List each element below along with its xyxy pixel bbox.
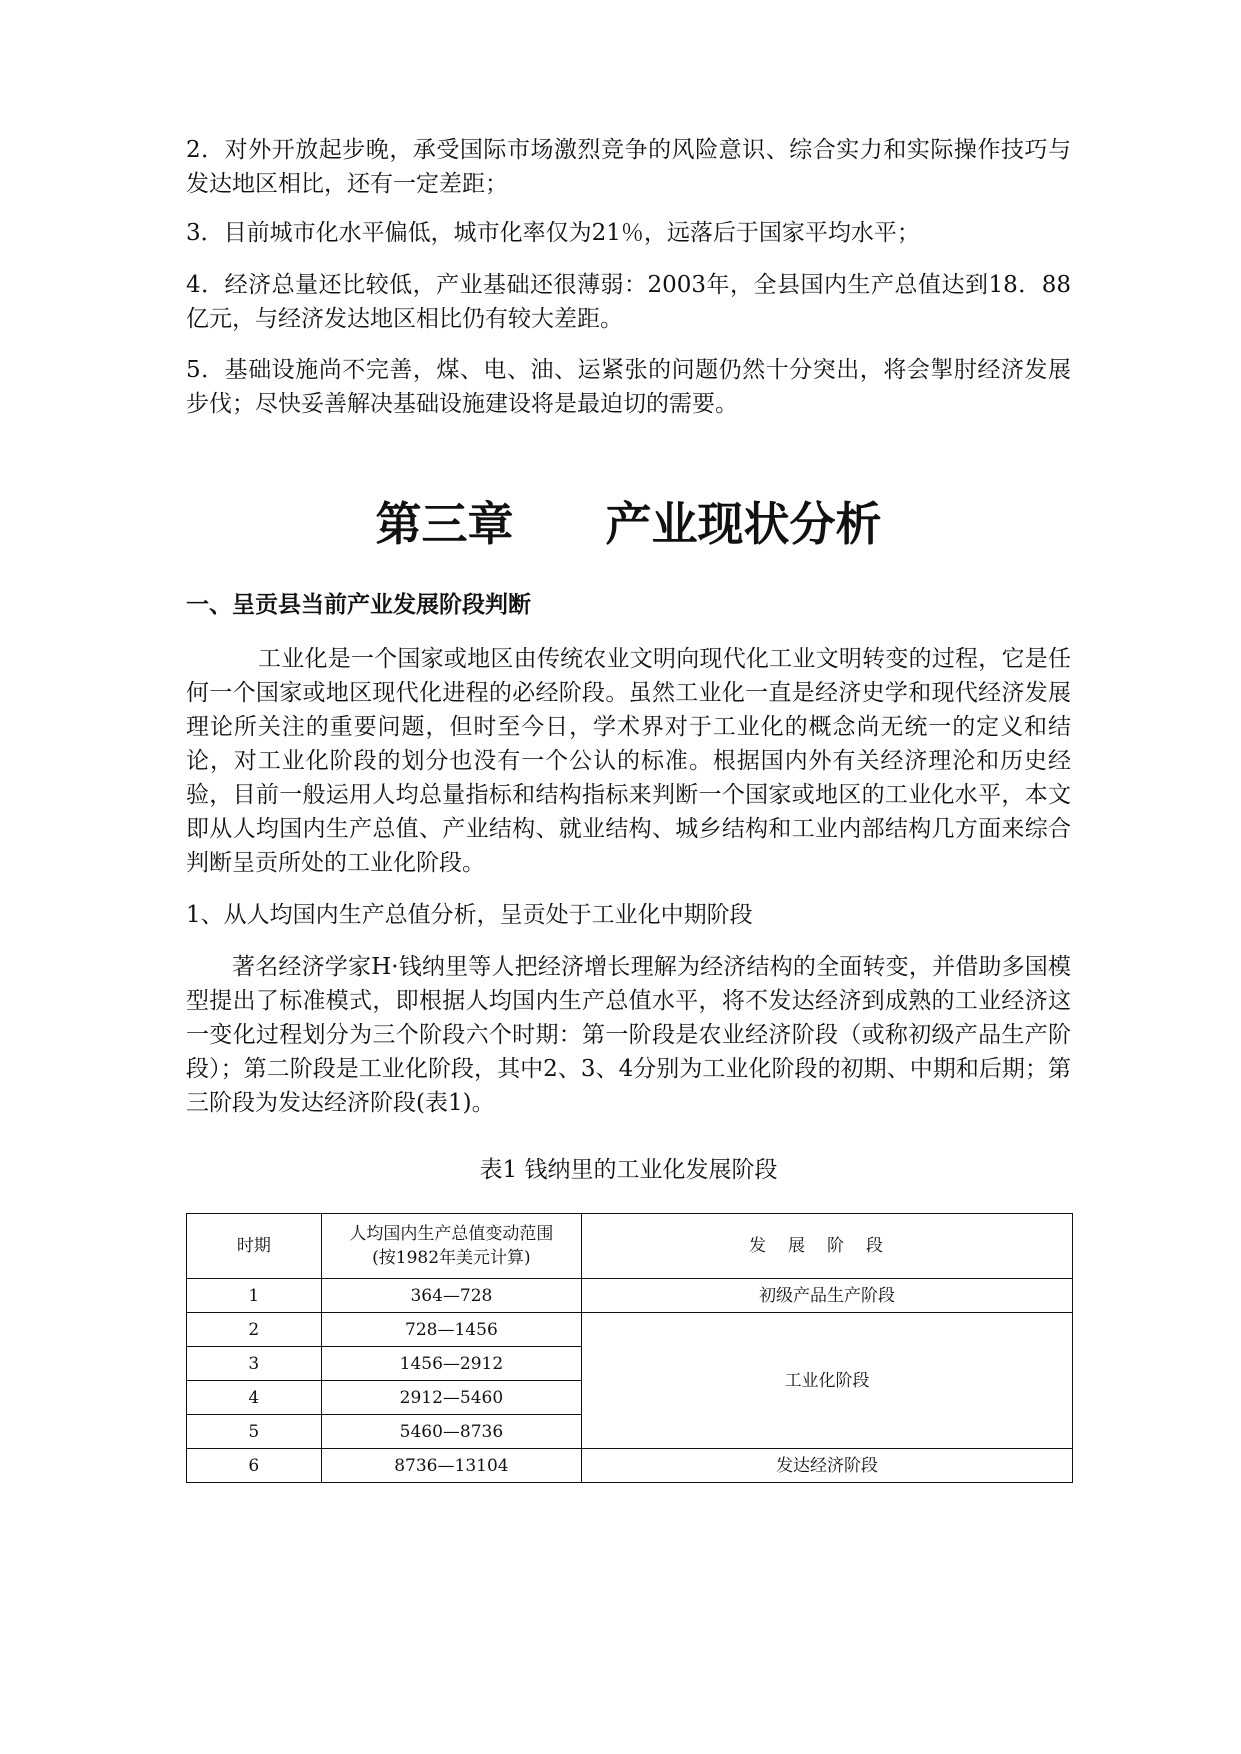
chapter-title: 第三章 产业现状分析 [375,497,882,551]
cell-range: 728—1456 [321,1313,581,1347]
subheading-gdp: 1、从人均国内生产总值分析，呈贡处于工业化中期阶段 [186,902,753,928]
header-stage: 发展阶段 [582,1214,1073,1279]
chenery-stage-table [186,1213,1073,1483]
header-period: 时期 [187,1214,322,1279]
cell-period: 3 [187,1347,322,1381]
cell-stage-merged: 工业化阶段 [582,1313,1073,1449]
section-heading: 一、呈贡县当前产业发展阶段判断 [186,592,531,618]
table-header-row [187,1214,1073,1279]
cell-period: 1 [187,1279,322,1313]
list-item-2: 2．对外开放起步晚，承受国际市场激烈竞争的风险意识、综合实力和实际操作技巧与发达地区相比，还有一定差距； [186,137,1071,197]
list-item-3: 3．目前城市化水平偏低，城市化率仅为21％，远落后于国家平均水平； [186,220,920,246]
paragraph-intro: 工业化是一个国家或地区由传统农业文明向现代化工业文明转变的过程，它是任何一个国家或地区现代化进程的必经阶段。虽然工业化一直是经济史学和现代经济发展理论所关注的重要问题，但时至今日，学术界对于工业化的概念尚无统一的定义和结论，对工业化阶段的划分也没有一个公认的标准。根据国内外有关经济理沦和历史经验，目前一般运用人均总量指标和结构指标来判断一个国家或地区的工业化水平，本文即从人均国内生产总值、产业结构、就业结构、城乡结构和工业内部结构几方面来综合判断呈贡所处的工业化阶段。 [186,646,1071,876]
table-row [187,1279,1073,1313]
cell-period: 6 [187,1449,322,1483]
cell-range: 1456—2912 [321,1347,581,1381]
list-item-5: 5．基础设施尚不完善，煤、电、油、运紧张的问题仍然十分突出，将会掣肘经济发展步伐；尽快妥善解决基础设施建设将是最迫切的需要。 [186,357,1071,417]
paragraph-chenery: 著名经济学家H·钱纳里等人把经济增长理解为经济结构的全面转变，并借助多国模型提出了标准模式，即根据人均国内生产总值水平，将不发达经济到成熟的工业经济这一变化过程划分为三个阶段六个时期：第一阶段是农业经济阶段（或称初级产品生产阶段）；第二阶段是工业化阶段，其中2、3、4分别为工业化阶段的初期、中期和后期；第三阶段为发达经济阶段(表1)。 [186,954,1071,1116]
cell-range: 364—728 [321,1279,581,1313]
cell-stage: 发达经济阶段 [582,1449,1073,1483]
table-row [187,1449,1073,1483]
header-range-line2: (按1982年美元计算) [372,1248,531,1268]
header-range [321,1214,581,1279]
cell-period: 5 [187,1415,322,1449]
cell-period: 4 [187,1381,322,1415]
cell-stage: 初级产品生产阶段 [582,1279,1073,1313]
cell-period: 2 [187,1313,322,1347]
table-row [187,1313,1073,1347]
cell-range: 5460—8736 [321,1415,581,1449]
cell-range: 2912—5460 [321,1381,581,1415]
cell-range: 8736—13104 [321,1449,581,1483]
header-range-line1: 人均国内生产总值变动范围 [349,1224,554,1244]
list-item-4: 4．经济总量还比较低，产业基础还很薄弱：2003年，全县国内生产总值达到18．88亿元，与经济发达地区相比仍有较大差距。 [186,272,1071,332]
table-caption: 表1 钱纳里的工业化发展阶段 [479,1157,778,1183]
